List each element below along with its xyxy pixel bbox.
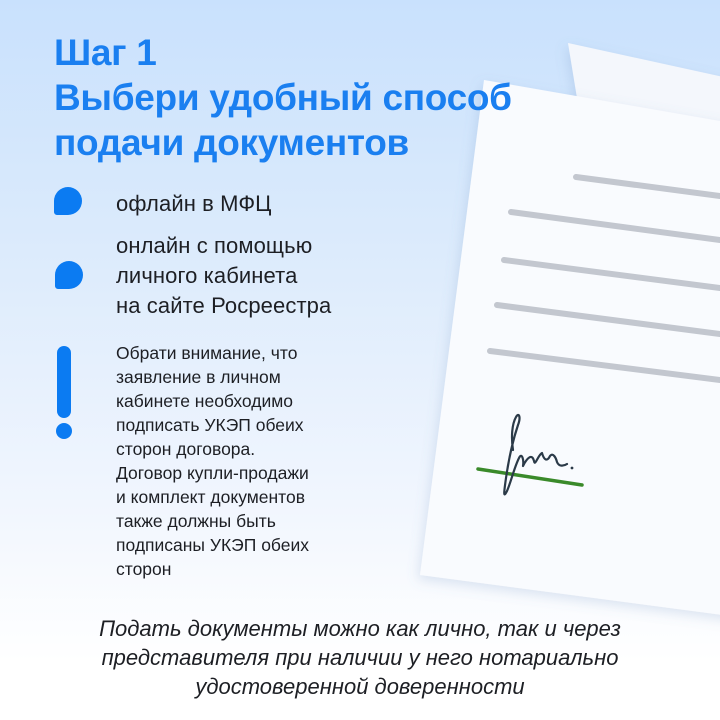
option-online-line-1: онлайн с помощью: [116, 233, 313, 258]
speech-bubble-icon: [54, 187, 82, 215]
footer-line: представителя при наличии у него нотариально: [101, 645, 619, 670]
note-line: кабинете необходимо: [116, 391, 294, 411]
option-online: [116, 231, 331, 321]
note-line: Договор купли-продажи: [116, 463, 309, 483]
note-line: подписаны УКЭП обеих: [116, 535, 310, 555]
footer-line: удостоверенной доверенности: [195, 674, 525, 699]
footer-note: [0, 614, 720, 701]
note-line: подписать УКЭП обеих: [116, 415, 304, 435]
option-online-line-2: личного кабинета: [116, 263, 298, 288]
option-offline-text: офлайн в МФЦ: [116, 191, 272, 216]
title-line-2: Выбери удобный способ: [54, 77, 512, 118]
title-line-3: подачи документов: [54, 122, 409, 163]
note-line: сторон договора.: [116, 439, 256, 459]
title-step: Шаг 1: [54, 32, 157, 73]
attention-note: [116, 341, 309, 581]
signature-dot: [571, 467, 574, 470]
note-line: также должны быть: [116, 511, 276, 531]
exclamation-icon: [57, 346, 71, 418]
footer-line: Подать документы можно как лично, так и через: [99, 616, 621, 641]
speech-bubble-icon: [55, 261, 83, 289]
option-online-line-3: на сайте Росреестра: [116, 293, 332, 318]
note-line: сторон: [116, 559, 172, 579]
page-title: [54, 30, 512, 165]
note-line: заявление в личном: [116, 367, 281, 387]
exclamation-dot-icon: [56, 423, 72, 439]
option-offline: [116, 189, 272, 219]
note-line: и комплект документов: [116, 487, 306, 507]
note-line: Обрати внимание, что: [116, 343, 298, 363]
